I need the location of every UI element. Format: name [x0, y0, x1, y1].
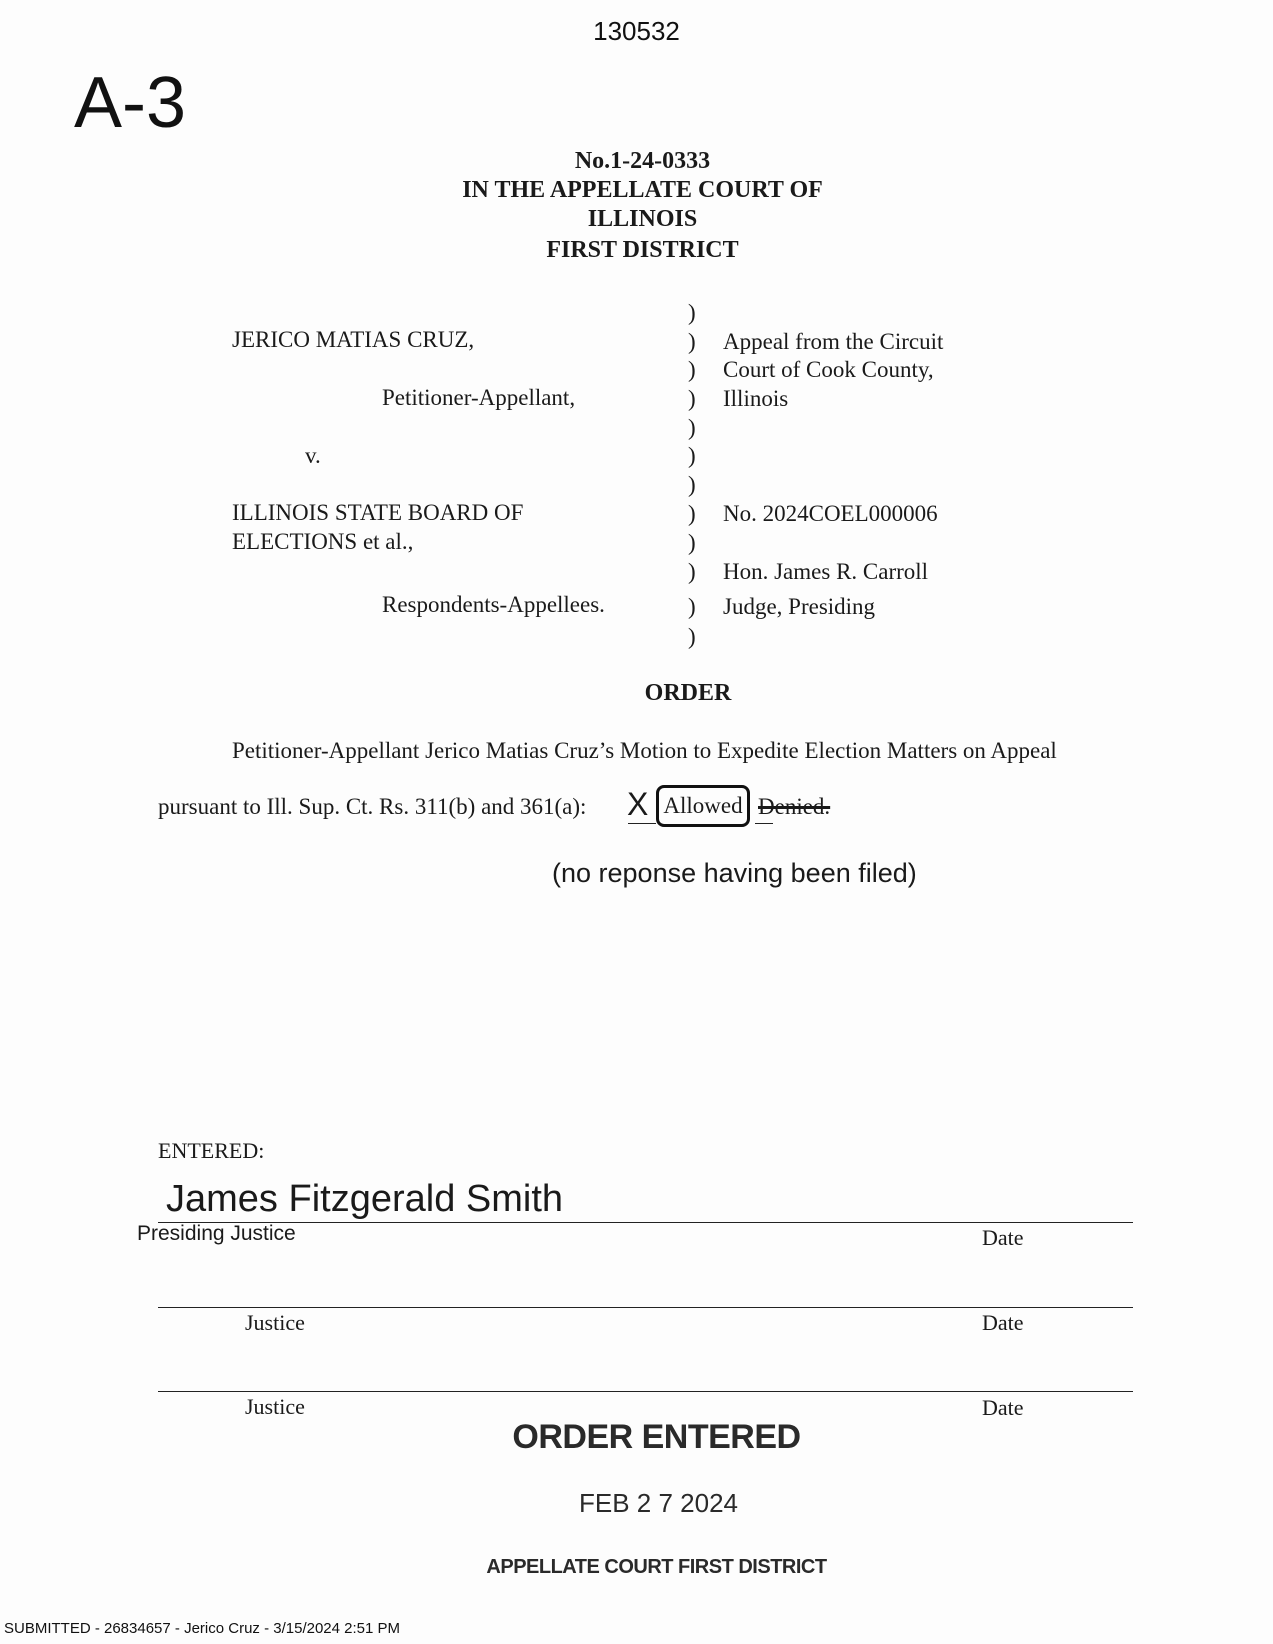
- caption-parenthesis: ): [688, 300, 696, 325]
- judge-name: Hon. James R. Carroll: [723, 559, 929, 584]
- court-district: FIRST DISTRICT: [546, 237, 739, 263]
- order-heading: ORDER: [644, 680, 732, 706]
- caption-parenthesis: ): [688, 329, 696, 354]
- order-paragraph-line-1: Petitioner-Appellant Jerico Matias Cruz’s Motion to Expedite Election Matters on Appeal: [232, 738, 1057, 763]
- signature-line: [158, 1307, 1133, 1308]
- respondent-name-line-2: ELECTIONS et al.,: [232, 529, 414, 554]
- petitioner-role: Petitioner-Appellant,: [382, 385, 576, 410]
- caption-parenthesis: ): [688, 443, 696, 468]
- denied-label-struck: Denied.: [758, 794, 831, 819]
- handwritten-check-mark: X: [627, 786, 649, 822]
- blank-line: [755, 823, 773, 824]
- submission-footer: SUBMITTED - 26834657 - Jerico Cruz - 3/15/2024 2:51 PM: [4, 1620, 401, 1637]
- exhibit-label: A-3: [74, 63, 187, 143]
- respondent-role: Respondents-Appellees.: [382, 592, 605, 617]
- respondent-name-line-1: ILLINOIS STATE BOARD OF: [232, 500, 524, 525]
- date-label: Date: [982, 1395, 1024, 1420]
- caption-parenthesis: ): [688, 386, 696, 411]
- appeal-from-line-1: Appeal from the Circuit: [723, 329, 944, 354]
- allowed-label: Allowed: [663, 793, 743, 818]
- lower-court-case-number: No. 2024COEL000006: [723, 501, 938, 526]
- caption-parenthesis: ): [688, 501, 696, 526]
- blank-line: [628, 823, 656, 824]
- appeal-from-line-2: Court of Cook County,: [723, 357, 934, 382]
- date-label: Date: [982, 1225, 1024, 1250]
- top-page-number: 130532: [593, 16, 680, 46]
- court-name-line-1: IN THE APPELLATE COURT OF: [462, 177, 823, 203]
- handwritten-note: (no reponse having been filed): [552, 858, 917, 888]
- order-entered-stamp: ORDER ENTERED: [512, 1418, 801, 1456]
- caption-parenthesis: ): [688, 415, 696, 440]
- allowed-option-circled: [656, 785, 750, 827]
- date-label: Date: [982, 1310, 1024, 1335]
- caption-parenthesis: ): [688, 624, 696, 649]
- stamp-court-name: APPELLATE COURT FIRST DISTRICT: [486, 1556, 827, 1578]
- case-number: No.1-24-0333: [574, 148, 711, 174]
- petitioner-name: JERICO MATIAS CRUZ,: [232, 327, 475, 352]
- caption-parenthesis: ): [688, 357, 696, 382]
- signature-line: [158, 1222, 1133, 1223]
- stamp-date: FEB 2 7 2024: [579, 1488, 738, 1518]
- entered-label: ENTERED:: [158, 1138, 265, 1163]
- caption-parenthesis: ): [688, 472, 696, 497]
- caption-parenthesis: ): [688, 559, 696, 584]
- justice-label: Justice: [245, 1394, 305, 1419]
- presiding-justice-label: Presiding Justice: [137, 1222, 296, 1245]
- versus: v.: [305, 443, 321, 468]
- caption-parenthesis: ): [688, 530, 696, 555]
- court-name-line-2: ILLINOIS: [587, 206, 698, 232]
- justice-label: Justice: [245, 1310, 305, 1335]
- presiding-justice-signature: James Fitzgerald Smith: [166, 1178, 564, 1220]
- judge-title: Judge, Presiding: [723, 594, 876, 619]
- appeal-from-line-3: Illinois: [723, 386, 789, 411]
- signature-line: [158, 1391, 1133, 1392]
- caption-parenthesis: ): [688, 594, 696, 619]
- order-paragraph-line-2: pursuant to Ill. Sup. Ct. Rs. 311(b) and 361(a):: [158, 794, 587, 819]
